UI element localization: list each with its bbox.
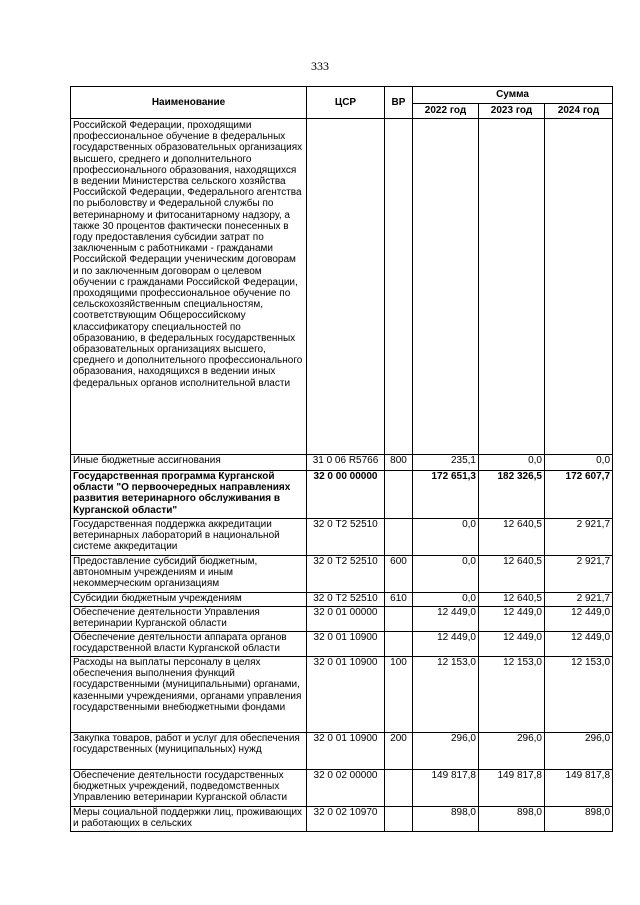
row-vr — [385, 607, 413, 632]
row-2024: 0,0 — [545, 455, 613, 471]
table-row — [71, 556, 613, 593]
row-name: Государственная программа Курганской области "О первоочередных направлениях развития ветеринарного обслуживания в Курганской области" — [71, 471, 307, 519]
table-row — [71, 657, 613, 733]
table-row — [71, 632, 613, 657]
row-2023: 0,0 — [479, 455, 545, 471]
row-vr: 600 — [385, 556, 413, 593]
row-2022: 0,0 — [413, 519, 479, 556]
table-header — [71, 87, 613, 119]
row-2023: 898,0 — [479, 807, 545, 832]
row-2022: 12 449,0 — [413, 607, 479, 632]
row-vr — [385, 632, 413, 657]
table-row — [71, 733, 613, 770]
row-name: Государственная поддержка аккредитации ветеринарных лабораторий в национальной системе аккредитации — [71, 519, 307, 556]
row-vr — [385, 519, 413, 556]
row-name: Субсидии бюджетным учреждениям — [71, 593, 307, 607]
table-row — [71, 455, 613, 471]
row-vr — [385, 770, 413, 807]
row-2022: 898,0 — [413, 807, 479, 832]
row-csr: 32 0 Т2 52510 — [307, 519, 385, 556]
row-2024: 149 817,8 — [545, 770, 613, 807]
row-2022: 296,0 — [413, 733, 479, 770]
row-name: Обеспечение деятельности аппарата органов государственной власти Курганской области — [71, 632, 307, 657]
header-sum: Сумма — [413, 87, 613, 104]
table-row — [71, 770, 613, 807]
row-2023: 12 640,5 — [479, 593, 545, 607]
row-csr: 32 0 01 10900 — [307, 733, 385, 770]
row-vr: 100 — [385, 657, 413, 733]
row-vr: 200 — [385, 733, 413, 770]
row-csr: 32 0 02 10970 — [307, 807, 385, 832]
header-name: Наименование — [71, 87, 307, 119]
row-2023: 12 640,5 — [479, 556, 545, 593]
row-2024: 2 921,7 — [545, 556, 613, 593]
row-2024: 172 607,7 — [545, 471, 613, 519]
row-2024: 12 449,0 — [545, 607, 613, 632]
row-vr: 610 — [385, 593, 413, 607]
table-row — [71, 471, 613, 519]
row-2023: 12 640,5 — [479, 519, 545, 556]
row-2022: 0,0 — [413, 556, 479, 593]
row-csr — [307, 119, 385, 455]
row-name: Обеспечение деятельности государственных бюджетных учреждений, подведомственных Управлению ветеринарии Курганской области — [71, 770, 307, 807]
row-vr — [385, 471, 413, 519]
row-csr: 32 0 00 00000 — [307, 471, 385, 519]
row-name: Меры социальной поддержки лиц, проживающих и работающих в сельских — [71, 807, 307, 832]
row-vr: 800 — [385, 455, 413, 471]
header-2024: 2024 год — [545, 104, 613, 119]
budget-table — [70, 86, 613, 832]
row-2024: 12 153,0 — [545, 657, 613, 733]
row-2024: 2 921,7 — [545, 593, 613, 607]
row-2023: 12 153,0 — [479, 657, 545, 733]
row-2024: 296,0 — [545, 733, 613, 770]
row-2023 — [479, 119, 545, 455]
header-2022: 2022 год — [413, 104, 479, 119]
table-row — [71, 607, 613, 632]
row-name: Закупка товаров, работ и услуг для обеспечения государственных (муниципальных) нужд — [71, 733, 307, 770]
row-csr: 32 0 01 10900 — [307, 632, 385, 657]
row-csr: 32 0 01 00000 — [307, 607, 385, 632]
row-2023: 296,0 — [479, 733, 545, 770]
row-2022: 172 651,3 — [413, 471, 479, 519]
table-row — [71, 119, 613, 455]
row-name: Обеспечение деятельности Управления ветеринарии Курганской области — [71, 607, 307, 632]
page-number: 333 — [311, 59, 329, 73]
row-2023: 149 817,8 — [479, 770, 545, 807]
row-2023: 182 326,5 — [479, 471, 545, 519]
row-name: Предоставление субсидий бюджетным, автономным учреждениям и иным некоммерческим организациям — [71, 556, 307, 593]
row-2022: 235,1 — [413, 455, 479, 471]
row-csr: 32 0 01 10900 — [307, 657, 385, 733]
row-csr: 32 0 02 00000 — [307, 770, 385, 807]
row-2022: 0,0 — [413, 593, 479, 607]
row-csr: 31 0 06 R5766 — [307, 455, 385, 471]
row-csr: 32 0 Т2 52510 — [307, 556, 385, 593]
row-2024 — [545, 119, 613, 455]
header-csr: ЦСР — [307, 87, 385, 119]
row-2023: 12 449,0 — [479, 632, 545, 657]
table-row — [71, 807, 613, 832]
row-2022 — [413, 119, 479, 455]
row-vr — [385, 807, 413, 832]
header-vr: ВР — [385, 87, 413, 119]
header-2023: 2023 год — [479, 104, 545, 119]
row-2023: 12 449,0 — [479, 607, 545, 632]
row-2022: 12 153,0 — [413, 657, 479, 733]
row-name: Расходы на выплаты персоналу в целях обеспечения выполнения функций государственными (муниципальными) органами, казенными учреждениями, органами управления государственными внебюджетными фондами — [71, 657, 307, 733]
table-row — [71, 519, 613, 556]
row-2024: 898,0 — [545, 807, 613, 832]
row-name: Иные бюджетные ассигнования — [71, 455, 307, 471]
row-2022: 12 449,0 — [413, 632, 479, 657]
row-2024: 12 449,0 — [545, 632, 613, 657]
row-2022: 149 817,8 — [413, 770, 479, 807]
table-row — [71, 593, 613, 607]
row-2024: 2 921,7 — [545, 519, 613, 556]
row-csr: 32 0 Т2 52510 — [307, 593, 385, 607]
row-vr — [385, 119, 413, 455]
row-name: Российской Федерации, проходящими профессиональное обучение в федеральных государственных образовательных организациях высшего, среднего и дополнительного профессионального образования, находящихся в ведении Министерства сельского хозяйства Российской Федерации, Федерального агентства по рыболовству и Федеральной службы по ветеринарному и фитосанитарному надзору, а также 30 процентов фактически понесенных в году предоставления субсидии затрат по заключенным с работниками - гражданами Российской Федерации ученическим договорам и по заключенным договорам о целевом обучении с гражданами Российской Федерации, проходящими профессиональное обучение по сельскохозяйственным специальностям, соответствующим Общероссийскому классификатору специальностей по образованию, в федеральных государственных образовательных организациях высшего, среднего и дополнительного профессионального образования, находящихся в ведении иных федеральных органов исполнительной власти — [71, 119, 307, 455]
